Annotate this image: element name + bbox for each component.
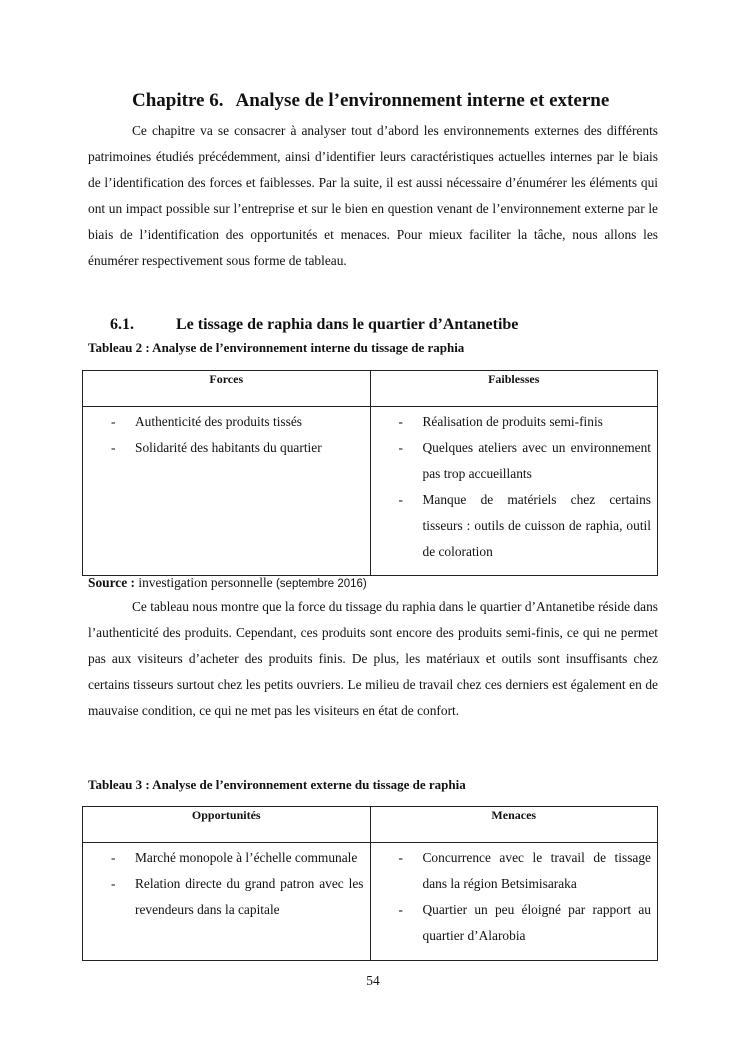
intro-paragraph: Ce chapitre va se consacrer à analyser tout d’abord les environnements externes des différents patrimoines étudiés précédemment, ainsi d’identifier leurs caractéristiques actuelles internes par le biais de l’identification des forces et faiblesses. Par la suite, il est aussi nécessaire d’énumérer les éléments qui ont un impact possible sur l’entreprise et sur le bien en question venant de l’environnement externe par le biais de l’identification des opportunités et menaces. Pour mieux faciliter la tâche, nous allons les énumérer respectivement sous forme de tableau. (88, 123, 658, 268)
list-item (83, 409, 364, 435)
chapter-title-text: Analyse de l’environnement interne et externe (235, 90, 610, 111)
list-item-text: Solidarité des habitants du quartier (135, 440, 322, 455)
list-item-text: Authenticité des produits tissés (135, 414, 302, 429)
list-item (371, 435, 652, 487)
table-row (83, 407, 658, 576)
opportunites-cell (83, 843, 371, 961)
list-item-text: Marché monopole à l’échelle communale (135, 850, 358, 865)
menaces-cell (370, 843, 658, 961)
header-faiblesses: Faiblesses (370, 371, 658, 407)
forces-list (83, 407, 370, 461)
table-2-caption: Tableau 2 : Analyse de l’environnement interne du tissage de raphia (88, 340, 465, 355)
bullet-dash: - (398, 440, 403, 455)
faiblesses-list (371, 407, 658, 565)
header-forces: Forces (83, 371, 371, 407)
list-item-text: Réalisation de produits semi-finis (422, 414, 603, 429)
menaces-list (371, 843, 658, 949)
section-number: 6.1. (110, 316, 134, 333)
source-label: Source : (88, 575, 135, 590)
list-item-text: Quelques ateliers avec un environnement pas trop accueillants (422, 440, 651, 481)
bullet-dash: - (111, 414, 116, 429)
list-item (371, 409, 652, 435)
bullet-dash: - (398, 414, 403, 429)
table-header-row (83, 371, 658, 407)
table-3-caption: Tableau 3 : Analyse de l’environnement externe du tissage de raphia (88, 777, 466, 792)
table-header-row (83, 807, 658, 843)
list-item-text: Manque de matériels chez certains tisseurs : outils de cuisson de raphia, outil de coloration (422, 492, 651, 559)
opportunites-list (83, 843, 370, 923)
source-text: investigation personnelle (138, 575, 273, 590)
bullet-dash: - (398, 492, 403, 507)
section-title (110, 316, 518, 334)
list-item-text: Quartier un peu éloigné par rapport au quartier d’Alarobia (422, 902, 651, 943)
bullet-dash: - (111, 440, 116, 455)
list-item-text: Relation directe du grand patron avec les revendeurs dans la capitale (135, 876, 364, 917)
list-item (83, 871, 364, 923)
table-row (83, 843, 658, 961)
list-item (371, 897, 652, 949)
list-item (371, 845, 652, 897)
table-source (88, 575, 367, 591)
list-item (83, 845, 364, 871)
header-opportunites: Opportunités (83, 807, 371, 843)
list-item (83, 435, 364, 461)
bullet-dash: - (111, 876, 116, 891)
bullet-dash: - (398, 902, 403, 917)
bullet-dash: - (111, 850, 116, 865)
list-item (371, 487, 652, 565)
analysis-paragraph: Ce tableau nous montre que la force du tissage du raphia dans le quartier d’Antanetibe réside dans l’authenticité des produits. Cependant, ces produits sont encore des produits semi-finis, ce qui ne permet pas aux visiteurs d’acheter des produits finis. De plus, les matériaux et outils sont insuffisants chez certains tisseurs surtout chez les petits ouvriers. Le milieu de travail chez ces derniers est également en de mauvaise condition, ce qui ne met pas les visiteurs en état de confort. (88, 599, 658, 718)
source-date: (septembre 2016) (275, 578, 367, 590)
forces-cell (83, 407, 371, 576)
bullet-dash: - (398, 850, 403, 865)
faiblesses-cell (370, 407, 658, 576)
table-2-internal-analysis (82, 370, 658, 576)
chapter-title (132, 90, 609, 112)
header-menaces: Menaces (370, 807, 658, 843)
section-title-text: Le tissage de raphia dans le quartier d’Antanetibe (176, 316, 519, 333)
page-number: 54 (366, 973, 380, 988)
chapter-number: Chapitre 6. (132, 90, 224, 111)
list-item-text: Concurrence avec le travail de tissage dans la région Betsimisaraka (422, 850, 651, 891)
table-3-external-analysis (82, 806, 658, 961)
